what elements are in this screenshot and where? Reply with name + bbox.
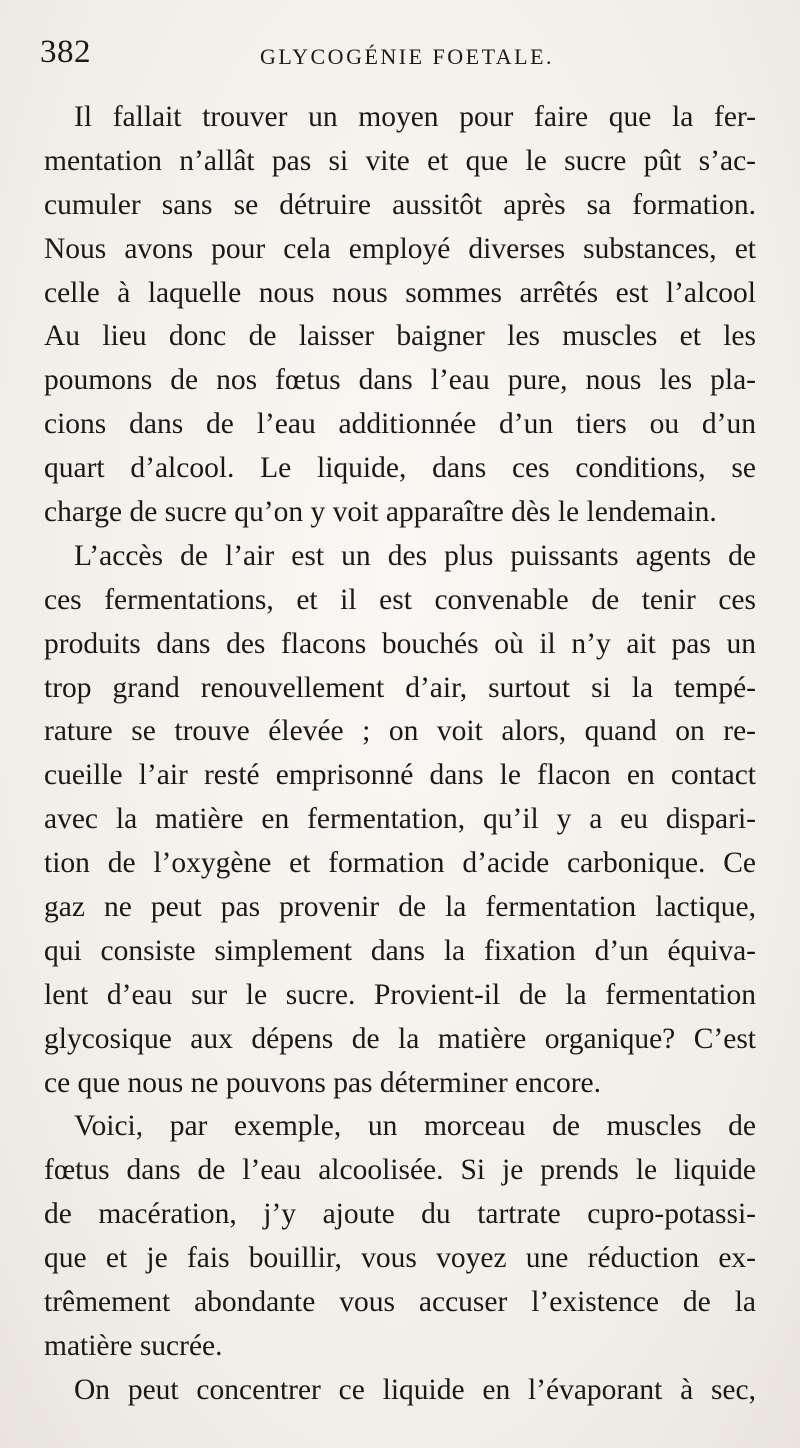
- text-line: Au lieu donc de laisser baigner les muscles et les: [44, 320, 756, 353]
- page-header: [40, 34, 760, 82]
- text-line: matière sucrée.: [44, 1329, 223, 1362]
- text-line: rature se trouve élevée ; on voit alors, quand on re-: [44, 715, 756, 748]
- paragraph-1: [44, 96, 756, 535]
- text-line: ces fermentations, et il est convenable de tenir ces: [44, 583, 756, 616]
- text-line: On peut concentrer ce liquide en l’évaporant à sec,: [74, 1373, 756, 1406]
- text-line: mentation n’allât pas si vite et que le sucre pût s’ac-: [44, 144, 756, 177]
- text-line: cions dans de l’eau additionnée d’un tiers ou d’un: [44, 408, 756, 441]
- text-line: de macération, j’y ajoute du tartrate cupro-potassi-: [44, 1198, 756, 1231]
- text-line: fœtus dans de l’eau alcoolisée. Si je prends le liquide: [44, 1154, 756, 1187]
- text-line: gaz ne peut pas provenir de la fermentation lactique,: [44, 891, 756, 924]
- text-line: que et je fais bouillir, vous voyez une réduction ex-: [44, 1242, 756, 1275]
- paragraph-4: [44, 1369, 756, 1413]
- text-line: tion de l’oxygène et formation d’acide carbonique. Ce: [44, 847, 756, 880]
- text-line: Nous avons pour cela employé diverses substances, et: [44, 232, 756, 265]
- text-line: qui consiste simplement dans la fixation d’un équiva-: [44, 934, 756, 967]
- text-line: trop grand renouvellement d’air, surtout si la tempé-: [44, 671, 756, 704]
- text-line: poumons de nos fœtus dans l’eau pure, nous les pla-: [44, 364, 756, 397]
- text-line: cueille l’air resté emprisonné dans le flacon en contact: [44, 759, 756, 792]
- text-line: glycosique aux dépens de la matière organique? C’est: [44, 1022, 756, 1055]
- running-head: GLYCOGÉNIE FOETALE.: [260, 44, 555, 69]
- text-line: charge de sucre qu’on y voit apparaître dès le lendemain.: [44, 496, 717, 529]
- text-line: L’accès de l’air est un des plus puissants agents de: [74, 539, 756, 572]
- text-line: avec la matière en fermentation, qu’il y a eu dispari-: [44, 803, 756, 836]
- paragraph-3: [44, 1105, 756, 1368]
- text-line: cumuler sans se détruire aussitôt après sa formation.: [44, 188, 756, 221]
- paragraph-2: [44, 535, 756, 1106]
- text-line: Il fallait trouver un moyen pour faire que la fer-: [74, 101, 756, 133]
- text-line: lent d’eau sur le sucre. Provient-il de la fermentation: [44, 978, 756, 1011]
- text-line: quart d’alcool. Le liquide, dans ces conditions, se: [44, 452, 756, 485]
- body-text: [44, 96, 756, 1413]
- text-line: produits dans des flacons bouchés où il n’y ait pas un: [44, 627, 756, 660]
- text-line: ce que nous ne pouvons pas déterminer encore.: [44, 1066, 602, 1099]
- text-line: celle à laquelle nous nous sommes arrêtés est l’alcool: [44, 276, 756, 309]
- text-line: trêmement abondante vous accuser l’existence de la: [44, 1286, 756, 1319]
- page-number: 382: [40, 34, 91, 70]
- text-line: Voici, par exemple, un morceau de muscles de: [74, 1110, 756, 1143]
